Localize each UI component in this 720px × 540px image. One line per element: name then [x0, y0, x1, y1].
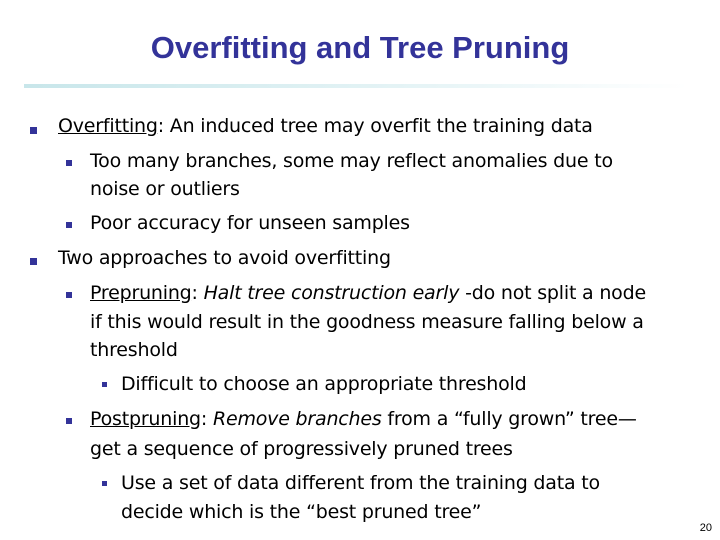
- overfitting-description: : An induced tree may overfit the training data: [157, 115, 593, 137]
- sub-bullet-postpruning-line2: get a sequence of progressively pruned trees: [90, 438, 513, 460]
- postpruning-colon: :: [200, 408, 213, 430]
- overfitting-term: Overfitting: [58, 115, 158, 137]
- slide-title: Overfitting and Tree Pruning: [150, 30, 570, 65]
- bullet-square-icon: [102, 481, 107, 486]
- prepruning-italic: Halt tree construction early: [203, 282, 460, 304]
- sub-sub-bullet-validation-set-cont: decide which is the “best pruned tree”: [121, 501, 482, 523]
- sub-bullet-too-many-branches: Too many branches, some may reflect anomalies due to: [90, 150, 613, 172]
- prepruning-rest: -do not split a node: [459, 282, 646, 304]
- postpruning-rest: from a “fully grown” tree—: [381, 408, 637, 430]
- bullet-square-icon: [66, 418, 72, 424]
- bullet-square-icon: [30, 127, 37, 134]
- sub-sub-bullet-difficult-threshold: Difficult to choose an appropriate threshold: [121, 373, 527, 395]
- bullet-square-icon: [66, 222, 72, 228]
- prepruning-term: Prepruning: [90, 282, 192, 304]
- bullet-square-icon: [66, 292, 72, 298]
- sub-sub-bullet-validation-set: Use a set of data different from the training data to: [121, 472, 600, 494]
- sub-bullet-prepruning-line2: if this would result in the goodness measure falling below a: [90, 311, 644, 333]
- page-number: 20: [699, 522, 712, 534]
- postpruning-term: Postpruning: [90, 408, 201, 430]
- bullet-square-icon: [102, 382, 107, 387]
- bullet-square-icon: [30, 258, 37, 265]
- sub-bullet-prepruning-line3: threshold: [90, 339, 178, 361]
- bullet-two-approaches: Two approaches to avoid overfitting: [58, 247, 391, 269]
- sub-bullet-prepruning: [90, 279, 646, 307]
- prepruning-colon: :: [191, 282, 204, 304]
- bullet-square-icon: [66, 160, 72, 166]
- bullet-overfitting: [58, 112, 593, 140]
- sub-bullet-poor-accuracy: Poor accuracy for unseen samples: [90, 212, 410, 234]
- sub-bullet-postpruning: [90, 405, 637, 433]
- sub-bullet-too-many-branches-cont: noise or outliers: [90, 178, 240, 200]
- postpruning-italic: Remove branches: [212, 408, 382, 430]
